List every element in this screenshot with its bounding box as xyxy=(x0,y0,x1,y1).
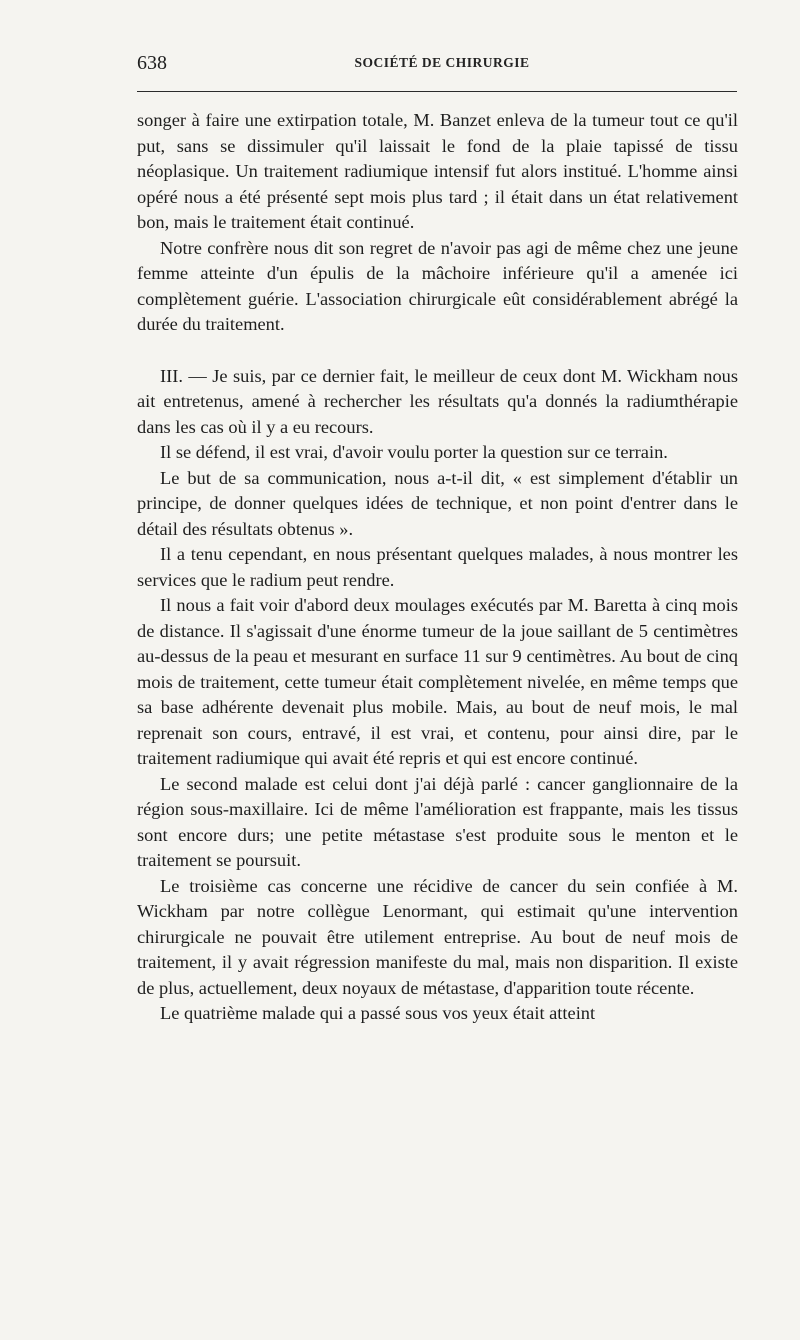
paragraph: Le quatrième malade qui a passé sous vos yeux était atteint xyxy=(160,1003,596,1023)
section-paragraph: III. — Je suis, par ce dernier fait, le meilleur de ceux dont M. Wickham nous ait entretenus, amené à rechercher les résultats qu'a donnés la radiumthérapie dans les cas où il y a eu recours. xyxy=(137,365,738,437)
page-header xyxy=(137,52,737,78)
running-title: SOCIÉTÉ DE CHIRURGIE xyxy=(354,55,530,70)
paragraph: Il nous a fait voir d'abord deux moulages exécutés par M. Baretta à cinq mois de distance. Il s'agissait d'une énorme tumeur de la joue saillant de 5 centimètres au-dessus de la peau et mesurant en surface 11 sur 9 centimètres. Au bout de cinq mois de traitement, cette tumeur était complètement nivelée, en même temps que sa base adhérente devenait plus mobile. Mais, au bout de neuf mois, le mal reprenait son cours, entravé, il est vrai, et contenu, pour ainsi dire, par le traitement radiumique qui avait été repris et qui est encore continué. xyxy=(137,595,738,768)
paragraph: Le troisième cas concerne une récidive de cancer du sein confiée à M. Wickham par notre collègue Lenormant, qui estimait qu'une intervention chirurgicale ne pouvait être utilement entreprise. Au bout de neuf mois de traitement, il y avait régression manifeste du mal, mais non disparition. Il existe de plus, actuellement, deux noyaux de métastase, d'apparition toute récente. xyxy=(137,875,738,998)
paragraph: Il se défend, il est vrai, d'avoir voulu porter la question sur ce terrain. xyxy=(160,442,668,462)
header-rule xyxy=(137,91,737,92)
paragraph: Notre confrère nous dit son regret de n'avoir pas agi de même chez une jeune femme atteinte d'un épulis de la mâchoire inférieure qu'il a amenée ici complètement guérie. L'association chirurgicale eût considérablement abrégé la durée du traitement. xyxy=(137,237,738,334)
paragraph: Le second malade est celui dont j'ai déjà parlé : cancer ganglionnaire de la région sous-maxillaire. Ici de même l'amélioration est frappante, mais les tissus sont encore durs; une petite métastase s'est produite sous le menton et le traitement se poursuit. xyxy=(137,773,738,870)
page-number: 638 xyxy=(137,52,167,74)
body-text xyxy=(137,108,738,1027)
paragraph: Il a tenu cependant, en nous présentant quelques malades, à nous montrer les services que le radium peut rendre. xyxy=(137,544,738,590)
paragraph: songer à faire une extirpation totale, M. Banzet enleva de la tumeur tout ce qu'il put, sans se dissimuler qu'il laissait le fond de la plaie tapissé de tissu néoplasique. Un traitement radiumique intensif fut alors institué. L'homme ainsi opéré nous a été présenté sept mois plus tard ; il était dans un état relativement bon, mais le traitement était continué. xyxy=(137,110,738,232)
paragraph: Le but de sa communication, nous a-t-il dit, « est simplement d'établir un principe, de donner quelques idées de technique, et non point d'entrer dans le détail des résultats obtenus ». xyxy=(137,467,738,539)
